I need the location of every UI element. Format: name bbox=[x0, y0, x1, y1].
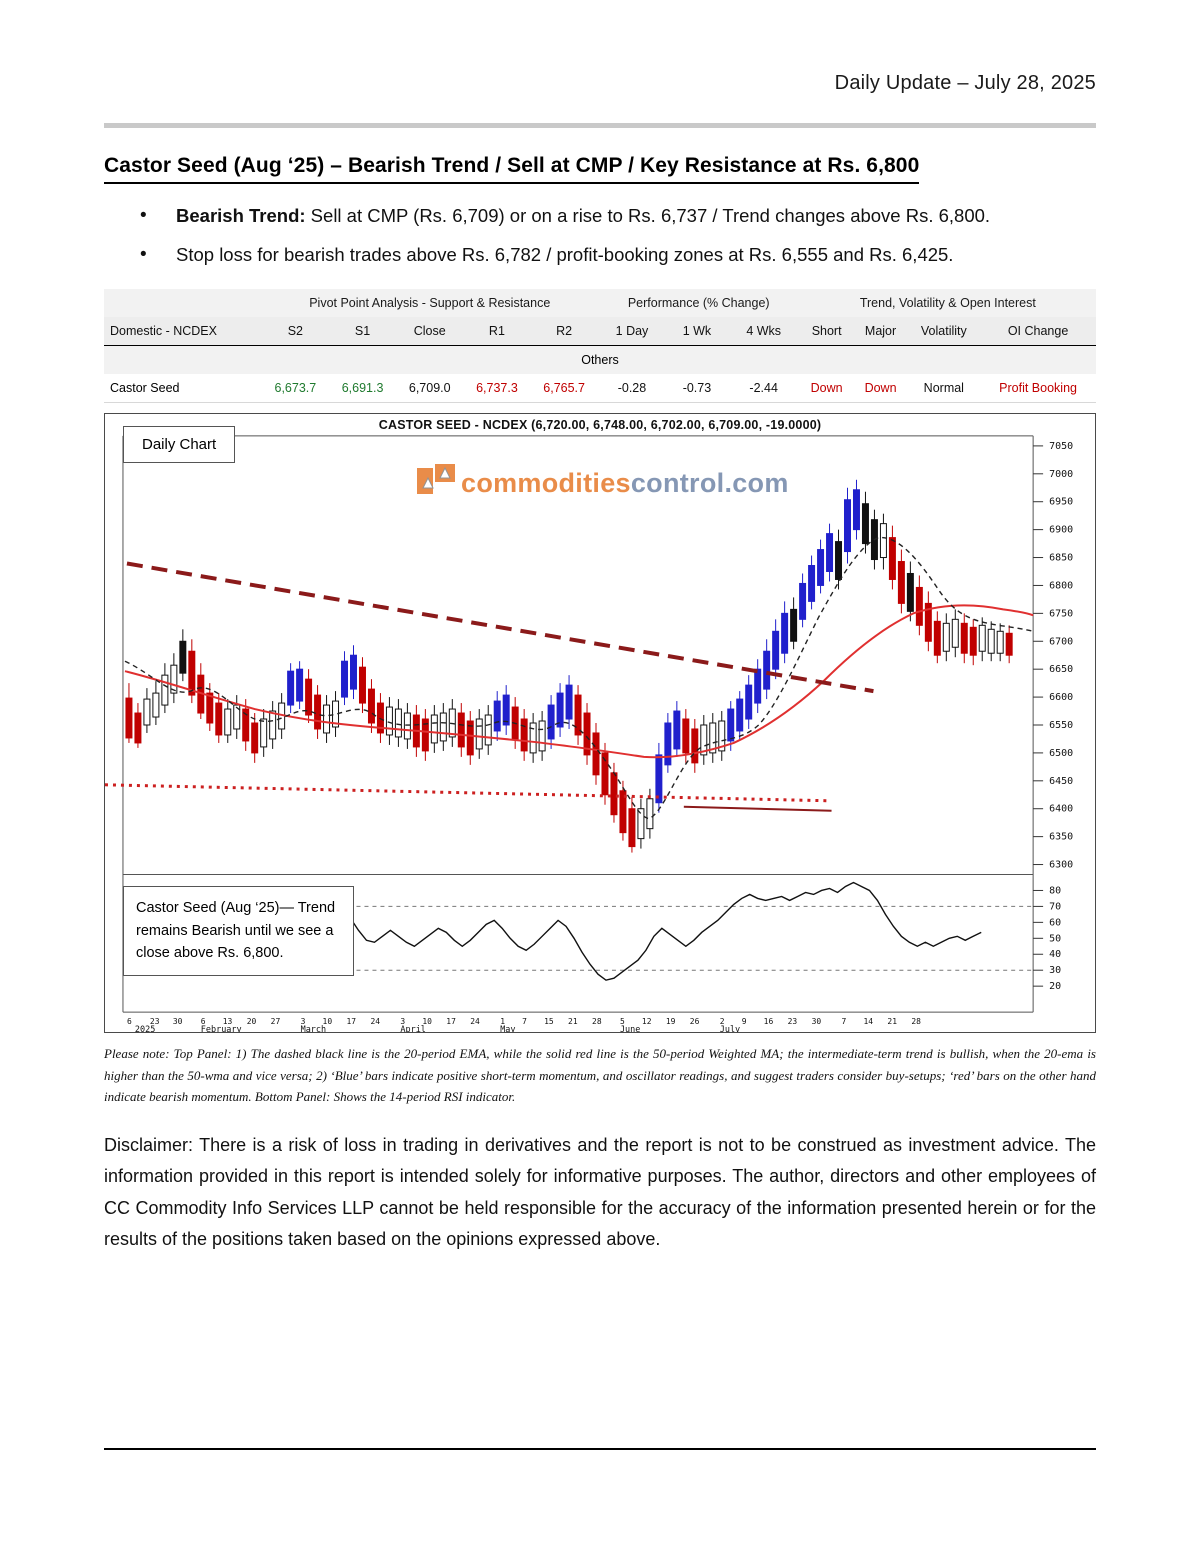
header-divider bbox=[104, 123, 1096, 128]
svg-text:23: 23 bbox=[149, 1017, 160, 1027]
pivot-table bbox=[104, 289, 1096, 403]
col-header-4wks: 4 Wks bbox=[728, 317, 800, 346]
svg-text:50: 50 bbox=[1049, 933, 1062, 945]
svg-text:26: 26 bbox=[689, 1017, 700, 1027]
cell-s2: 6,673.7 bbox=[262, 374, 329, 403]
svg-text:21: 21 bbox=[887, 1017, 898, 1027]
group-header-trend: Trend, Volatility & Open Interest bbox=[800, 289, 1096, 317]
svg-text:10: 10 bbox=[422, 1017, 432, 1027]
bullet-text: Stop loss for bearish trades above Rs. 6,782 / profit-booking zones at Rs. 6,555 and Rs. 6,425. bbox=[176, 243, 954, 265]
svg-text:May: May bbox=[500, 1024, 516, 1033]
svg-text:2: 2 bbox=[719, 1017, 725, 1027]
cell-4wks: -2.44 bbox=[728, 374, 800, 403]
daily-chart-badge: Daily Chart bbox=[123, 426, 235, 463]
svg-text:28: 28 bbox=[592, 1017, 602, 1027]
cell-r1: 6,737.3 bbox=[463, 374, 530, 403]
svg-text:24: 24 bbox=[470, 1017, 480, 1027]
svg-text:6800: 6800 bbox=[1049, 580, 1074, 592]
svg-text:17: 17 bbox=[446, 1017, 456, 1027]
svg-text:28: 28 bbox=[911, 1017, 921, 1027]
disclaimer-text: Disclaimer: There is a risk of loss in trading in derivatives and the report is not to be construed as investment advice. The information provided in this report is intended solely for informative purposes. The author, directors and other employees of CC Commodity Info Services LLP cannot be held responsible for the accuracy of the information presented herein or for the results of the positions taken based on the opinions expressed above. bbox=[104, 1134, 1096, 1250]
svg-text:7: 7 bbox=[841, 1017, 847, 1027]
svg-text:19: 19 bbox=[665, 1017, 676, 1027]
page-title bbox=[104, 154, 1096, 184]
list-item bbox=[104, 202, 1096, 231]
svg-text:30: 30 bbox=[1049, 965, 1062, 977]
svg-text:1: 1 bbox=[500, 1017, 506, 1027]
cell-close: 6,709.0 bbox=[396, 374, 463, 403]
svg-text:6950: 6950 bbox=[1049, 497, 1074, 509]
svg-text:2025: 2025 bbox=[134, 1024, 156, 1033]
bullet-lead: Bearish Trend: bbox=[176, 205, 306, 226]
svg-text:6350: 6350 bbox=[1049, 831, 1074, 843]
svg-text:3: 3 bbox=[400, 1017, 406, 1027]
svg-text:12: 12 bbox=[641, 1017, 652, 1027]
cell-name: Castor Seed bbox=[104, 374, 262, 403]
chart-footnote: Please note: Top Panel: 1) The dashed black line is the 20-period EMA, while the solid red line is the 50-period Weighted MA; the intermediate-term trend is bullish, when the 20-ema is higher than the 50-wma and vice versa; 2) ‘Blue’ bars indicate positive short-term momentum, and oscillator readings, and suggest traders consider buy-setups; ‘red’ bars on the other hand indicate bearish momentum. Bottom Panel: Shows the 14-period RSI indicator. bbox=[104, 1046, 1096, 1105]
svg-text:6900: 6900 bbox=[1049, 524, 1074, 536]
price-chart bbox=[104, 413, 1096, 1033]
cell-1wk: -0.73 bbox=[666, 374, 727, 403]
list-item bbox=[104, 241, 1096, 270]
svg-text:July: July bbox=[719, 1024, 741, 1033]
svg-text:6450: 6450 bbox=[1049, 776, 1074, 788]
group-header-performance: Performance (% Change) bbox=[598, 289, 800, 317]
svg-text:20: 20 bbox=[246, 1017, 257, 1027]
svg-text:9: 9 bbox=[741, 1017, 747, 1027]
svg-text:June: June bbox=[619, 1024, 641, 1033]
svg-text:10: 10 bbox=[322, 1017, 333, 1027]
svg-text:17: 17 bbox=[346, 1017, 357, 1027]
svg-text:80: 80 bbox=[1049, 885, 1062, 897]
svg-text:7: 7 bbox=[522, 1017, 527, 1027]
group-header-blank bbox=[104, 289, 262, 317]
svg-text:23: 23 bbox=[787, 1017, 798, 1027]
svg-text:30: 30 bbox=[811, 1017, 822, 1027]
svg-text:13: 13 bbox=[222, 1017, 233, 1027]
col-header-r2: R2 bbox=[531, 317, 598, 346]
group-header-pivot: Pivot Point Analysis - Support & Resistance bbox=[262, 289, 598, 317]
col-header-r1: R1 bbox=[463, 317, 530, 346]
svg-text:March: March bbox=[300, 1024, 327, 1033]
cell-major-trend: Down bbox=[854, 374, 908, 403]
svg-text:February: February bbox=[200, 1024, 242, 1033]
cell-1day: -0.28 bbox=[598, 374, 666, 403]
cell-short-trend: Down bbox=[800, 374, 854, 403]
cell-oi-change: Profit Booking bbox=[980, 374, 1096, 403]
svg-text:5: 5 bbox=[619, 1017, 625, 1027]
col-header-domestic: Domestic - NCDEX bbox=[104, 317, 262, 346]
svg-text:6550: 6550 bbox=[1049, 720, 1074, 732]
page-title-text: Castor Seed (Aug ‘25) – Bearish Trend / Sell at CMP / Key Resistance at Rs. 6,800 bbox=[104, 154, 919, 184]
svg-text:20: 20 bbox=[1049, 981, 1062, 993]
header-date: Daily Update – July 28, 2025 bbox=[834, 72, 1096, 94]
chart-header-title: CASTOR SEED - NCDEX (6,720.00, 6,748.00, 6,702.00, 6,709.00, -19.0000) bbox=[378, 418, 822, 433]
svg-text:7050: 7050 bbox=[1049, 441, 1074, 453]
svg-text:6: 6 bbox=[126, 1017, 132, 1027]
svg-text:6650: 6650 bbox=[1049, 664, 1074, 676]
svg-text:7000: 7000 bbox=[1049, 469, 1074, 481]
col-header-major: Major bbox=[854, 317, 908, 346]
svg-text:6500: 6500 bbox=[1049, 748, 1074, 760]
watermark-text-b: control.com bbox=[630, 468, 789, 499]
svg-text:6600: 6600 bbox=[1049, 692, 1074, 704]
cell-volatility: Normal bbox=[908, 374, 981, 403]
col-header-short: Short bbox=[800, 317, 854, 346]
svg-text:April: April bbox=[400, 1024, 426, 1033]
cell-r2: 6,765.7 bbox=[531, 374, 598, 403]
table-row bbox=[104, 374, 1096, 403]
highlights-list bbox=[104, 202, 1096, 269]
table-group-header-row bbox=[104, 289, 1096, 317]
table-section-row bbox=[104, 346, 1096, 375]
svg-text:70: 70 bbox=[1049, 901, 1062, 913]
footer-divider bbox=[104, 1448, 1096, 1450]
svg-text:40: 40 bbox=[1049, 949, 1062, 961]
svg-text:24: 24 bbox=[370, 1017, 381, 1027]
cell-s1: 6,691.3 bbox=[329, 374, 396, 403]
col-header-close: Close bbox=[396, 317, 463, 346]
svg-text:16: 16 bbox=[763, 1017, 774, 1027]
col-header-oi-change: OI Change bbox=[980, 317, 1096, 346]
svg-text:15: 15 bbox=[544, 1017, 554, 1027]
svg-text:6400: 6400 bbox=[1049, 804, 1074, 816]
svg-text:60: 60 bbox=[1049, 917, 1062, 929]
svg-text:21: 21 bbox=[568, 1017, 578, 1027]
watermark-text-a: commodities bbox=[461, 468, 631, 499]
svg-text:6750: 6750 bbox=[1049, 608, 1074, 620]
col-header-s1: S1 bbox=[329, 317, 396, 346]
svg-text:14: 14 bbox=[863, 1017, 874, 1027]
svg-text:6300: 6300 bbox=[1049, 859, 1074, 871]
col-header-1wk: 1 Wk bbox=[666, 317, 727, 346]
bullet-text: Sell at CMP (Rs. 6,709) or on a rise to Rs. 6,737 / Trend changes above Rs. 6,800. bbox=[305, 205, 991, 226]
table-section-label: Others bbox=[104, 346, 1096, 375]
col-header-s2: S2 bbox=[262, 317, 329, 346]
svg-text:27: 27 bbox=[270, 1017, 281, 1027]
col-header-volatility: Volatility bbox=[908, 317, 981, 346]
svg-text:3: 3 bbox=[300, 1017, 306, 1027]
chart-note-box: Castor Seed (Aug ‘25)— Trend remains Bearish until we see a close above Rs. 6,800. bbox=[123, 886, 354, 975]
svg-text:30: 30 bbox=[172, 1017, 183, 1027]
table-header-row bbox=[104, 317, 1096, 346]
svg-text:6: 6 bbox=[200, 1017, 206, 1027]
col-header-1day: 1 Day bbox=[598, 317, 666, 346]
svg-text:6700: 6700 bbox=[1049, 636, 1074, 648]
svg-text:6850: 6850 bbox=[1049, 552, 1074, 564]
